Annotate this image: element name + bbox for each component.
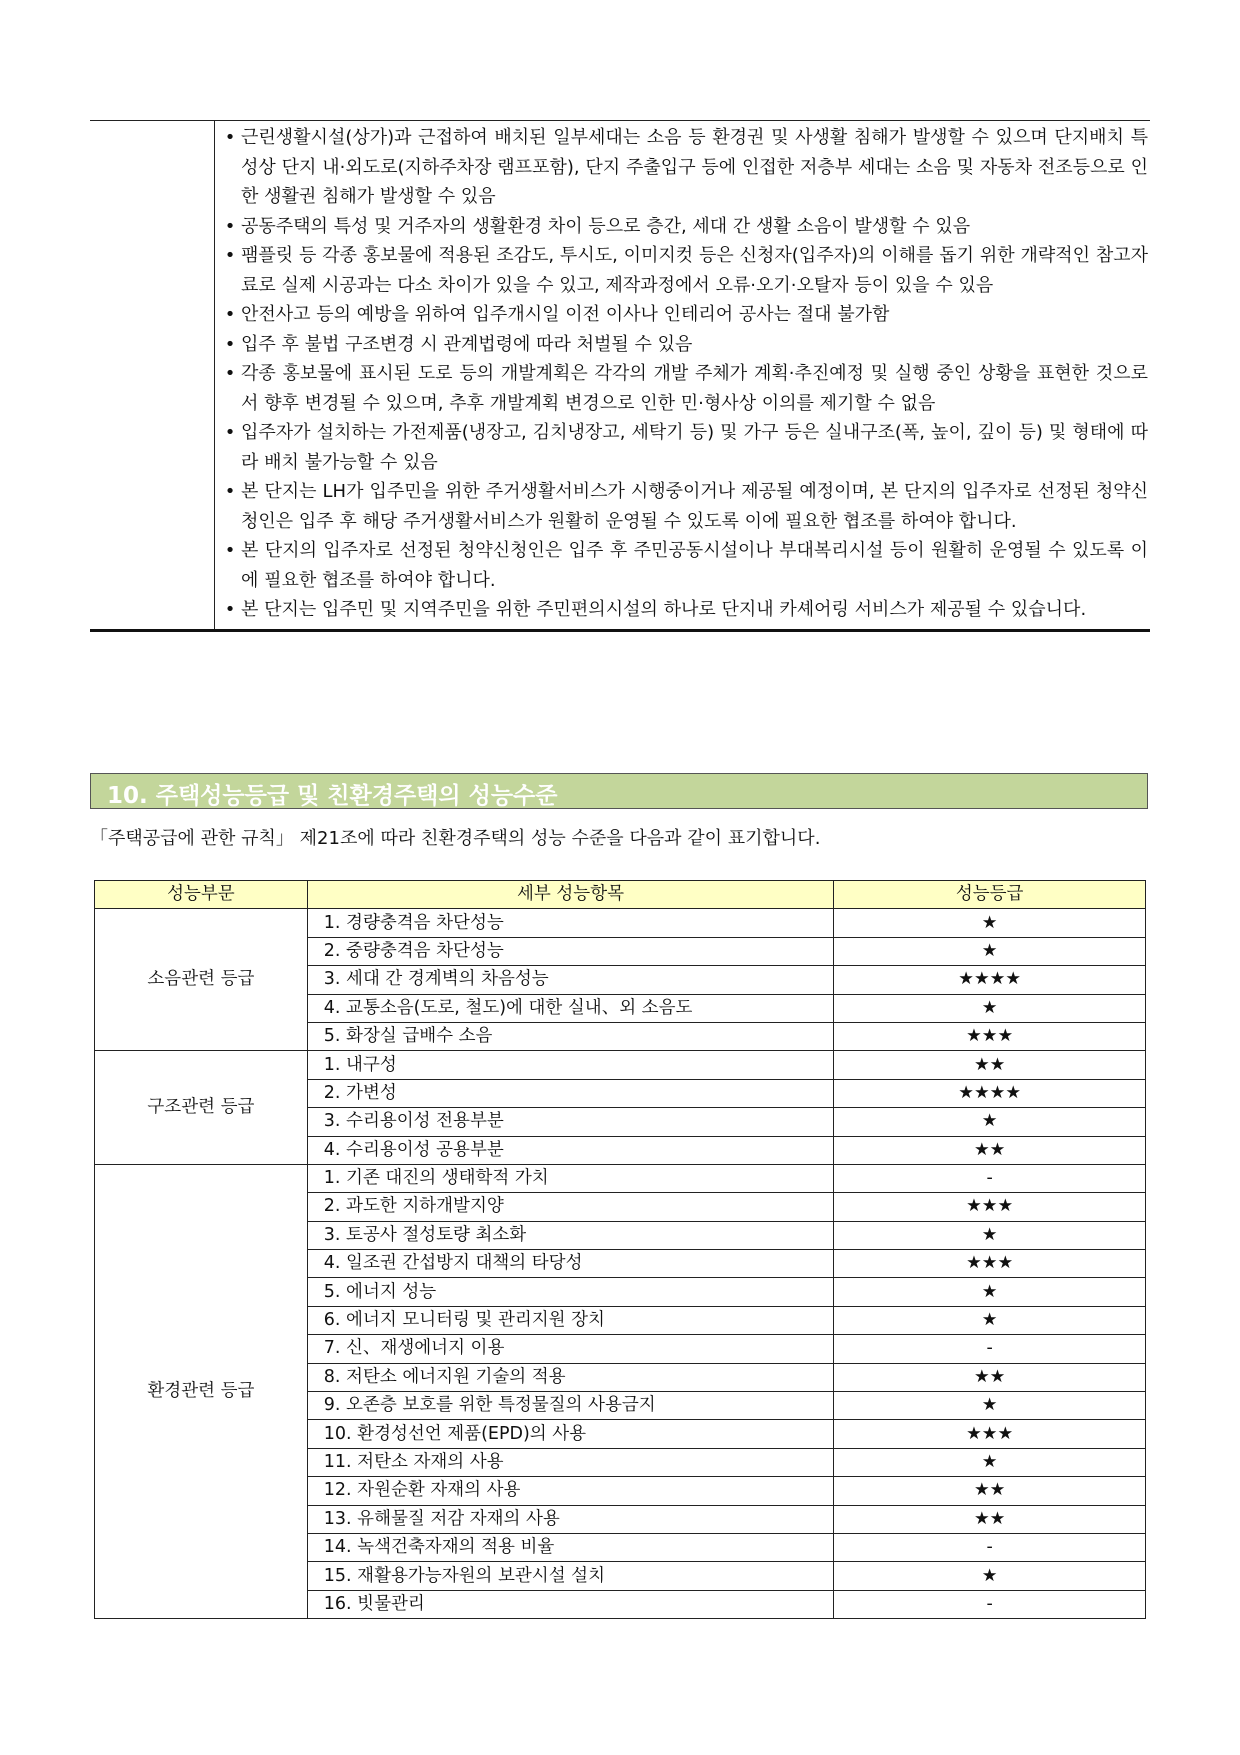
note-item (219, 241, 1150, 300)
grade-cell: - (834, 1533, 1146, 1561)
grade-cell: ★★★ (834, 1193, 1146, 1221)
item-cell: 1. 기존 대진의 생태학적 가치 (307, 1164, 833, 1192)
grade-cell: - (834, 1590, 1146, 1618)
item-cell: 12. 자원순환 자재의 사용 (307, 1477, 833, 1505)
note-text: 입주 후 불법 구조변경 시 관계법령에 따라 처벌될 수 있음 (241, 333, 693, 355)
grade-cell: ★★★ (834, 1022, 1146, 1050)
item-cell: 2. 중량충격음 차단성능 (307, 937, 833, 965)
header-grade: 성능등급 (834, 881, 1146, 909)
note-item (219, 536, 1150, 595)
grade-cell: ★★ (834, 1363, 1146, 1391)
item-cell: 5. 에너지 성능 (307, 1278, 833, 1306)
note-text: 공동주택의 특성 및 거주자의 생활환경 차이 등으로 층간, 세대 간 생활 소음이 발생할 수 있음 (241, 215, 971, 237)
note-text: 팸플릿 등 각종 홍보물에 적용된 조감도, 투시도, 이미지컷 등은 신청자(입주자)의 이해를 돕기 위한 개략적인 참고자료로 실제 시공과는 다소 차이가 있을 수 있고, 제작과정에서 오류·오기·오탈자 등이 있을 수 있음 (241, 245, 1148, 296)
bullet-icon: • (224, 127, 236, 148)
bullet-icon: • (224, 304, 236, 325)
bullet-icon: • (224, 363, 236, 384)
category-cell: 환경관련 등급 (95, 1164, 308, 1618)
grade-cell: ★ (834, 1306, 1146, 1334)
note-item (219, 212, 1150, 242)
item-cell: 1. 경량충격음 차단성능 (307, 909, 833, 937)
item-cell: 2. 가변성 (307, 1079, 833, 1107)
note-text: 안전사고 등의 예방을 위하여 입주개시일 이전 이사나 인테리어 공사는 절대 불가함 (241, 304, 890, 325)
intro-text: 「주택공급에 관한 규칙」 제21조에 따라 친환경주택의 성능 수준을 다음과 같이 표기합니다. (90, 828, 821, 849)
item-cell: 6. 에너지 모니터링 및 관리지원 장치 (307, 1306, 833, 1334)
header-category: 성능부문 (95, 881, 308, 909)
item-cell: 3. 수리용이성 전용부분 (307, 1108, 833, 1136)
grade-cell: ★ (834, 1562, 1146, 1590)
table-row (95, 1164, 1146, 1192)
note-text: 본 단지의 입주자로 선정된 청약신청인은 입주 후 주민공동시설이나 부대복리시설 등이 원활히 운영될 수 있도록 이에 필요한 협조를 하여야 합니다. (241, 540, 1148, 591)
bullet-icon: • (224, 599, 236, 620)
grade-cell: ★ (834, 1448, 1146, 1476)
bullet-icon: • (224, 333, 236, 355)
note-text: 각종 홍보물에 표시된 도로 등의 개발계획은 각각의 개발 주체가 계획·추진예정 및 실행 중인 상황을 표현한 것으로서 향후 변경될 수 있으며, 추후 개발계획 변경으로 인한 민·형사상 이의를 제기할 수 없음 (241, 363, 1148, 414)
item-cell: 16. 빗물관리 (307, 1590, 833, 1618)
notes-box (90, 120, 1150, 632)
grade-cell: ★ (834, 1221, 1146, 1249)
item-cell: 4. 수리용이성 공용부분 (307, 1136, 833, 1164)
item-cell: 3. 세대 간 경계벽의 차음성능 (307, 966, 833, 994)
item-cell: 4. 교통소음(도로, 철도)에 대한 실내、외 소음도 (307, 994, 833, 1022)
item-cell: 15. 재활용가능자원의 보관시설 설치 (307, 1562, 833, 1590)
note-item (219, 123, 1150, 212)
bullet-icon: • (224, 481, 236, 502)
bullet-icon: • (224, 540, 236, 561)
header-item: 세부 성능항목 (307, 881, 833, 909)
note-text: 입주자가 설치하는 가전제품(냉장고, 김치냉장고, 세탁기 등) 및 가구 등은 실내구조(폭, 높이, 깊이 등) 및 형태에 따라 배치 불가능할 수 있음 (241, 422, 1148, 473)
grade-cell: - (834, 1164, 1146, 1192)
bullet-icon: • (224, 215, 236, 237)
note-text: 본 단지는 입주민 및 지역주민을 위한 주민편의시설의 하나로 단지내 카셰어링 서비스가 제공될 수 있습니다. (241, 599, 1087, 620)
category-cell: 소음관련 등급 (95, 909, 308, 1051)
grade-cell: ★★★★ (834, 1079, 1146, 1107)
table-row (95, 909, 1146, 937)
grade-cell: ★★★ (834, 1420, 1146, 1448)
category-cell: 구조관련 등급 (95, 1051, 308, 1165)
table-header-row (95, 881, 1146, 909)
note-item (219, 418, 1150, 477)
note-text: 본 단지는 LH가 입주민을 위한 주거생활서비스가 시행중이거나 제공될 예정이며, 본 단지의 입주자로 선정된 청약신청인은 입주 후 해당 주거생활서비스가 원활히 운영될 수 있도록 이에 필요한 협조를 하여야 합니다. (241, 481, 1148, 532)
item-cell: 11. 저탄소 자재의 사용 (307, 1448, 833, 1476)
item-cell: 2. 과도한 지하개발지양 (307, 1193, 833, 1221)
item-cell: 8. 저탄소 에너지원 기술의 적용 (307, 1363, 833, 1391)
note-item (219, 300, 1150, 330)
grade-cell: ★ (834, 1278, 1146, 1306)
item-cell: 13. 유해물질 저감 자재의 사용 (307, 1505, 833, 1533)
grade-cell: - (834, 1335, 1146, 1363)
note-item (219, 330, 1150, 360)
section-title: 10. 주택성능등급 및 친환경주택의 성능수준 (107, 783, 558, 809)
note-item (219, 477, 1150, 536)
section-header (90, 773, 1148, 809)
notes-list (214, 121, 1150, 629)
note-item (219, 359, 1150, 418)
item-cell: 3. 토공사 절성토량 최소화 (307, 1221, 833, 1249)
item-cell: 10. 환경성선언 제품(EPD)의 사용 (307, 1420, 833, 1448)
bullet-icon: • (224, 245, 236, 266)
grade-cell: ★★ (834, 1477, 1146, 1505)
item-cell: 7. 신、재생에너지 이용 (307, 1335, 833, 1363)
performance-table (94, 880, 1146, 1619)
bullet-icon: • (224, 422, 236, 443)
item-cell: 9. 오존층 보호를 위한 특정물질의 사용금지 (307, 1392, 833, 1420)
grade-cell: ★ (834, 994, 1146, 1022)
grade-cell: ★★★ (834, 1250, 1146, 1278)
grade-cell: ★ (834, 1392, 1146, 1420)
note-text: 근린생활시설(상가)과 근접하여 배치된 일부세대는 소음 등 환경권 및 사생활 침해가 발생할 수 있으며 단지배치 특성상 단지 내·외도로(지하주차장 램프포함), 단지 주출입구 등에 인접한 저층부 세대는 소음 및 자동차 전조등으로 인한 생활권 침해가 발생할 수 있음 (241, 127, 1148, 207)
note-item (219, 595, 1150, 625)
grade-cell: ★ (834, 937, 1146, 965)
grade-cell: ★ (834, 1108, 1146, 1136)
item-cell: 14. 녹색건축자재의 적용 비율 (307, 1533, 833, 1561)
table-row (95, 1051, 1146, 1079)
grade-cell: ★★ (834, 1136, 1146, 1164)
grade-cell: ★★ (834, 1051, 1146, 1079)
item-cell: 5. 화장실 급배수 소음 (307, 1022, 833, 1050)
grade-cell: ★★★★ (834, 966, 1146, 994)
item-cell: 1. 내구성 (307, 1051, 833, 1079)
item-cell: 4. 일조권 간섭방지 대책의 타당성 (307, 1250, 833, 1278)
grade-cell: ★★ (834, 1505, 1146, 1533)
grade-cell: ★ (834, 909, 1146, 937)
